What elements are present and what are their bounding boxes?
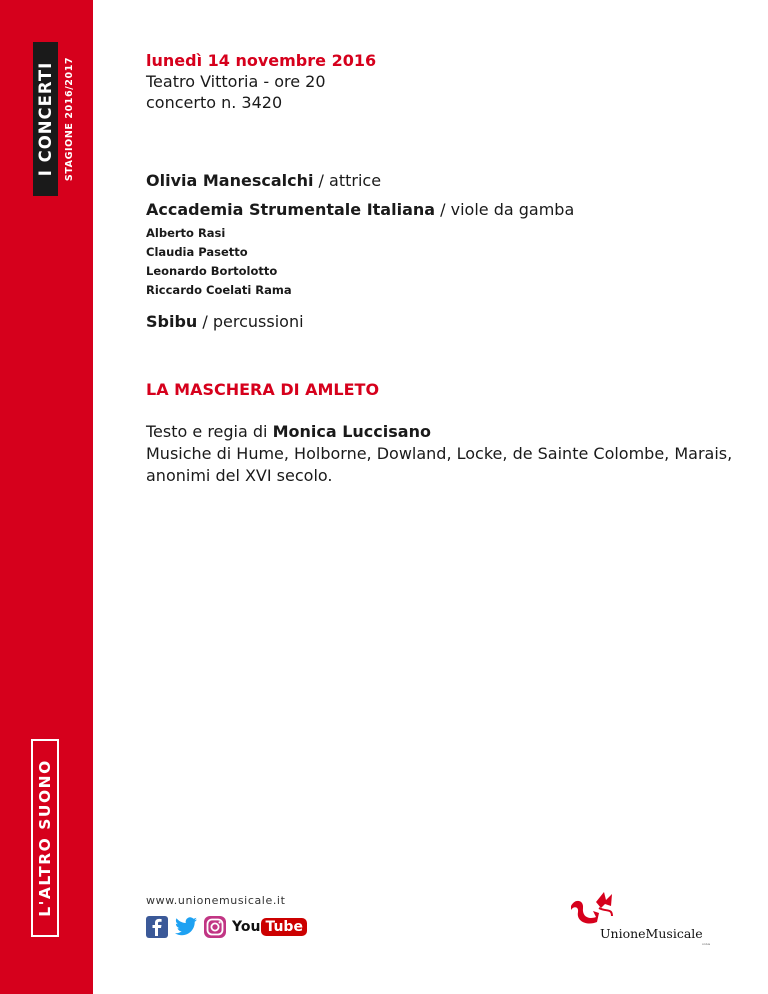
footer: [146, 894, 307, 938]
member-name: Riccardo Coelati Rama: [146, 283, 292, 297]
performer-name: Sbibu: [146, 312, 198, 331]
performer-role: / viole da gamba: [435, 200, 575, 219]
logo-subtext: onlus: [702, 942, 711, 946]
red-sidebar: [0, 0, 93, 994]
performer-2: [146, 199, 736, 220]
website-link[interactable]: www.unionemusicale.it: [146, 894, 286, 907]
social-links: [146, 916, 307, 938]
youtube-you-text: You: [232, 919, 261, 935]
concert-number: concerto n. 3420: [146, 93, 283, 112]
show-title: LA MASCHERA DI AMLETO: [146, 380, 380, 399]
performer-1: [146, 170, 736, 191]
facebook-icon[interactable]: [146, 916, 168, 938]
performer-role: / attrice: [313, 171, 382, 190]
twitter-icon[interactable]: [174, 916, 198, 938]
brand-bottom-title: L'ALTRO SUONO: [36, 759, 54, 917]
member-name: Leonardo Bortolotto: [146, 264, 278, 278]
brand-altro-suono: [31, 739, 59, 937]
brand-season: STAGIONE 2016/2017: [64, 56, 75, 182]
performer-name: Accademia Strumentale Italiana: [146, 200, 436, 219]
instagram-icon[interactable]: [204, 916, 226, 938]
performer-name: Olivia Manescalchi: [146, 171, 314, 190]
show-credit: [146, 421, 736, 443]
logo-text: UnioneMusicale: [600, 926, 703, 941]
credit-prefix: Testo e regia di: [146, 422, 273, 441]
youtube-tube-text: Tube: [261, 918, 307, 936]
performer-role: / percussioni: [197, 312, 304, 331]
show-music: Musiche di Hume, Holborne, Dowland, Locke, de Sainte Colombe, Marais, anonimi del XVI secolo.: [146, 444, 733, 485]
brand-top-title: I CONCERTI: [36, 61, 55, 177]
performer-3: [146, 311, 736, 332]
brand-i-concerti: [33, 42, 75, 196]
event-venue: Teatro Vittoria - ore 20: [146, 72, 326, 91]
main-content: [146, 50, 736, 487]
youtube-icon[interactable]: [232, 918, 307, 936]
ensemble-members: [146, 224, 736, 300]
member-name: Claudia Pasetto: [146, 245, 248, 259]
member-name: Alberto Rasi: [146, 226, 226, 240]
director-name: Monica Luccisano: [272, 422, 431, 441]
unione-musicale-logo: [566, 890, 716, 946]
event-date: lunedì 14 novembre 2016: [146, 51, 377, 70]
